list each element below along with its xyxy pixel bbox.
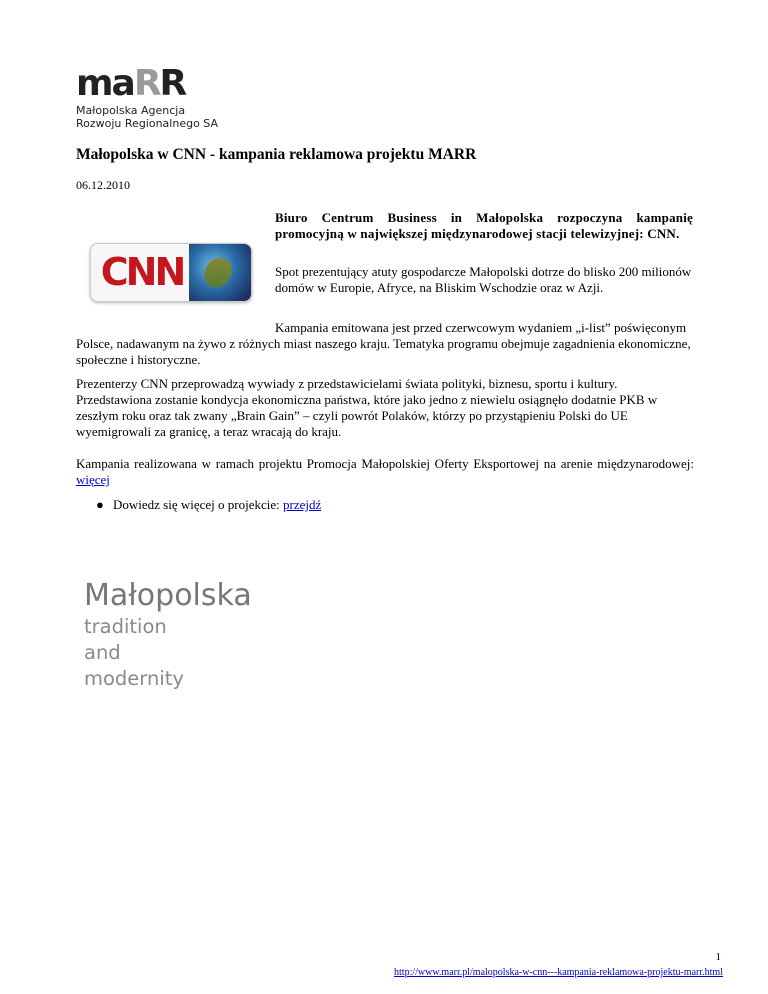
source-url-link[interactable]: http://www.marr.pl/malopolska-w-cnn---kampania-reklamowa-projektu-marr.html <box>394 967 723 978</box>
lead-paragraph: Biuro Centrum Business in Małopolska rozpoczyna kampanię promocyjną w największej międzynarodowej stacji telewizyjnej: CNN. <box>275 210 693 241</box>
tagline-word-tradition: tradition <box>84 615 167 638</box>
logo-subtitle-line2: Rozwoju Regionalnego SA <box>76 117 219 130</box>
article-date: 06.12.2010 <box>76 178 130 192</box>
paragraph-reach: Spot prezentujący atuty gospodarcze Małopolski dotrze do blisko 200 milionów domów w Europie, Afryce, na Bliskim Wschodzie oraz w Azji. <box>275 264 692 295</box>
bullet-icon: ● <box>96 497 104 512</box>
logo-wordmark: maRR <box>76 63 186 104</box>
article-title: Małopolska w CNN - kampania reklamowa projektu MARR <box>76 146 477 163</box>
cnn-logo-text: CNN <box>100 250 184 294</box>
bullet-text: Dowiedz się więcej o projekcie: <box>113 497 280 512</box>
more-link[interactable]: więcej <box>76 472 110 487</box>
bullet-list <box>96 497 321 513</box>
paragraph-project <box>76 456 694 488</box>
tagline-title: Małopolska <box>84 578 252 613</box>
project-text: Kampania realizowana w ramach projektu Promocja Małopolskiej Oferty Eksportowej na arenie międzynarodowej: <box>76 456 694 471</box>
marr-logo <box>76 63 226 136</box>
paragraph-campaign: Kampania emitowana jest przed czerwcowym wydaniem „i-list” poświęconym Polsce, nadawanym na żywo z różnych miast naszego kraju. Tematyka programu obejmuje zagadnienia ekonomiczne, społeczne i historyczne. <box>76 320 691 367</box>
cnn-logo-image <box>90 243 252 302</box>
tagline-word-and: and <box>84 641 121 664</box>
go-link[interactable]: przejdź <box>283 497 322 512</box>
globe-icon <box>189 244 251 301</box>
logo-subtitle-line1: Małopolska Agencja <box>76 104 186 117</box>
page-number: 1 <box>715 951 721 963</box>
malopolska-tagline-logo <box>84 578 252 692</box>
tagline-word-modernity: modernity <box>84 667 184 690</box>
paragraph-interviews: Prezenterzy CNN przeprowadzą wywiady z przedstawicielami świata polityki, biznesu, sportu i kultury. Przedstawiona zostanie kondycja ekonomiczna państwa, które jako jedno z niewielu osiągnęło dodatnie PKB w zeszłym roku oraz tak zwany „Brain Gain” – czyli powrót Polaków, którzy po przystąpieniu Polski do UE wyemigrowali za granicę, a teraz wracają do kraju. <box>76 376 658 439</box>
list-item <box>96 497 321 513</box>
